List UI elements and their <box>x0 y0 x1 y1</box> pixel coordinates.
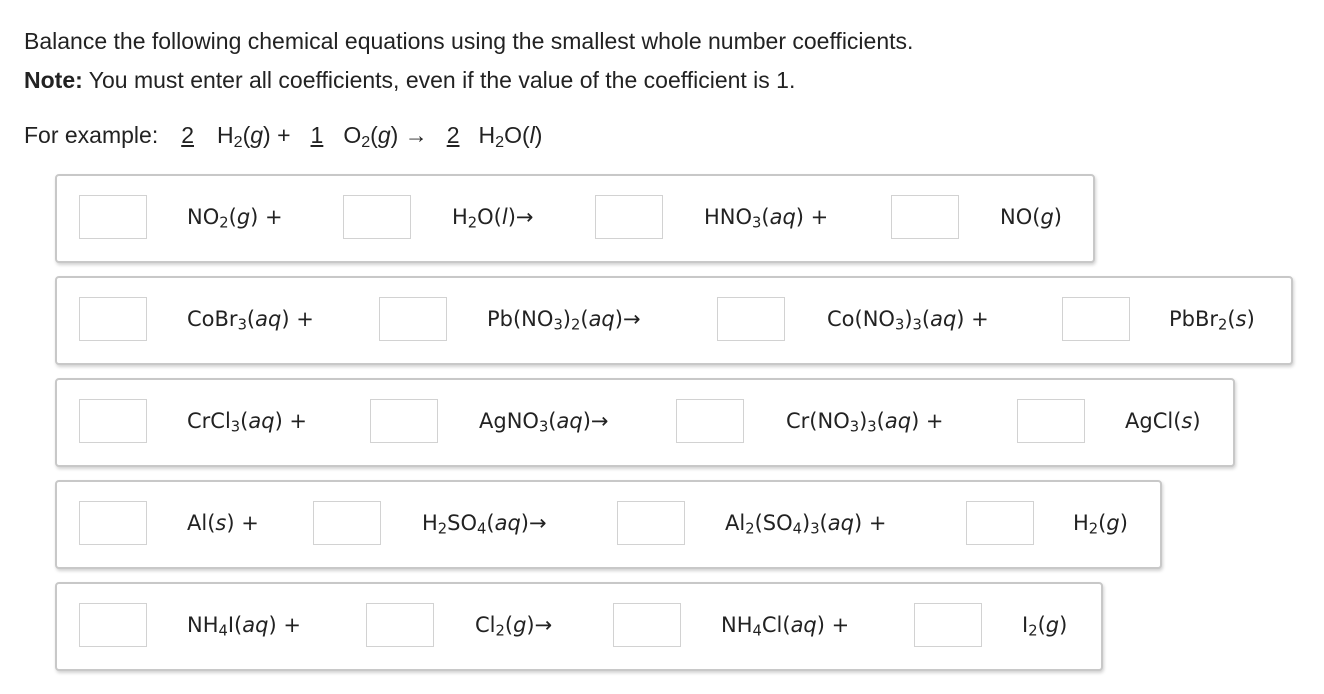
product-species: $Al_2(SO_4)_3(aq)$ + <box>725 511 887 538</box>
equation-row <box>55 174 1095 263</box>
example-equation <box>24 120 542 150</box>
reactant-species: Al(s) + <box>187 511 259 535</box>
coefficient-input[interactable] <box>717 297 785 341</box>
product-species: NO(g) <box>1000 205 1062 229</box>
coefficient-input[interactable] <box>79 501 147 545</box>
example-species: $O_2(g)$ <box>343 122 399 152</box>
reactant-species: CrCl$_3$(aq) + <box>187 409 308 436</box>
product-species: $Cr(NO_3)_3(aq)$ + <box>786 409 944 436</box>
product-species: $HNO_3(aq)$ + <box>704 205 829 232</box>
example-coefficient: 1 <box>310 122 324 148</box>
product-species: $I_2(g)$ <box>1022 613 1068 640</box>
coefficient-input[interactable] <box>613 603 681 647</box>
reactant-species: $Pb(NO_3)_2(aq)\to$ <box>487 307 641 334</box>
reactant-species: AgNO$_3$(aq)→ <box>479 409 609 436</box>
coefficient-input[interactable] <box>914 603 982 647</box>
coefficient-input[interactable] <box>1017 399 1085 443</box>
product-species: $NH_4Cl(aq)$ + <box>721 613 850 640</box>
equation-row <box>55 480 1162 569</box>
note-line <box>24 65 795 95</box>
reactant-species: $H_2O(l)\to$ <box>452 205 534 232</box>
product-species: $H_2(g)$ <box>1073 511 1128 538</box>
example-species: $H_2O(l)$ <box>478 122 543 152</box>
coefficient-input[interactable] <box>79 195 147 239</box>
reactant-species: $Cl_2(g)\to$ <box>475 613 553 640</box>
coefficient-input[interactable] <box>1062 297 1130 341</box>
coefficient-input[interactable] <box>313 501 381 545</box>
product-species: AgCl(s) <box>1125 409 1201 433</box>
coefficient-input[interactable] <box>617 501 685 545</box>
reactant-species: $H_2SO_4(aq)\to$ <box>422 511 547 538</box>
coefficient-input[interactable] <box>595 195 663 239</box>
example-coefficient: 2 <box>181 122 194 148</box>
product-species: PbBr$_2$(s) <box>1169 307 1255 334</box>
coefficient-input[interactable] <box>676 399 744 443</box>
reactant-species: $NH_4I(aq)$ + <box>187 613 301 640</box>
coefficient-input[interactable] <box>366 603 434 647</box>
example-species: $H_2(g)$ <box>217 122 271 152</box>
coefficient-input[interactable] <box>79 399 147 443</box>
reactant-species: $NO_2(g)$ + <box>187 205 283 232</box>
reactant-species: CoBr$_3$(aq) + <box>187 307 314 334</box>
coefficient-input[interactable] <box>79 297 147 341</box>
coefficient-input[interactable] <box>343 195 411 239</box>
equation-row <box>55 582 1103 671</box>
example-arrow: → <box>398 122 435 148</box>
coefficient-input[interactable] <box>79 603 147 647</box>
example-plus: + <box>270 122 297 148</box>
example-label: For example: <box>24 122 165 148</box>
note-text: You must enter all coefficients, even if the value of the coefficient is 1. <box>82 67 796 93</box>
equation-row <box>55 276 1293 365</box>
product-species: $Co(NO_3)_3(aq)$ + <box>827 307 989 334</box>
instruction-line: Balance the following chemical equations using the smallest whole number coefficients. <box>24 28 914 54</box>
coefficient-input[interactable] <box>891 195 959 239</box>
coefficient-input[interactable] <box>966 501 1034 545</box>
note-label: Note: <box>24 67 83 93</box>
equation-row <box>55 378 1235 467</box>
example-coefficient: 2 <box>446 122 460 148</box>
coefficient-input[interactable] <box>370 399 438 443</box>
coefficient-input[interactable] <box>379 297 447 341</box>
